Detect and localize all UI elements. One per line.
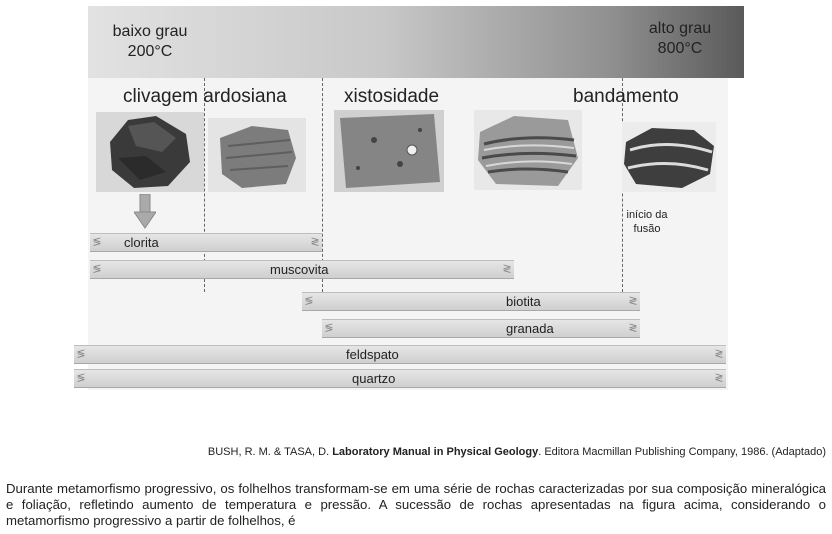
arrow-down-icon: [134, 194, 156, 230]
break-mark-right: ≷: [502, 263, 512, 275]
break-mark-left: ≶: [92, 263, 102, 275]
high-grade-temp: 800°C: [657, 40, 703, 57]
mineral-bar-granada: [322, 319, 640, 338]
stage-clivagem: clivagem ardosiana: [123, 86, 287, 107]
migmatite-photo: [622, 122, 716, 192]
break-mark-left: ≶: [76, 372, 86, 384]
break-mark-right: ≷: [310, 236, 320, 248]
high-grade-label: [630, 19, 730, 59]
mineral-label-feldspato: feldspato: [346, 347, 399, 362]
melt-onset-note: [612, 208, 682, 236]
break-mark-left: ≶: [76, 348, 86, 360]
mineral-bar-muscovita: [90, 260, 514, 279]
melt-onset-line1: início da: [626, 209, 668, 221]
mineral-bar-clorita: [90, 233, 322, 252]
break-mark-right: ≷: [628, 322, 638, 334]
phyllite-photo: [208, 118, 306, 192]
low-grade-text: baixo grau: [112, 23, 188, 40]
mineral-label-quartzo: quartzo: [352, 371, 396, 386]
high-grade-text: alto grau: [648, 20, 712, 37]
mineral-label-clorita: clorita: [124, 235, 159, 250]
mineral-label-muscovita: muscovita: [270, 262, 329, 277]
break-mark-left: ≶: [92, 236, 102, 248]
break-mark-left: ≶: [324, 322, 334, 334]
stage-xistosidade: xistosidade: [344, 86, 440, 107]
gneiss-photo: [474, 110, 582, 190]
citation-authors: BUSH, R. M. & TASA, D.: [207, 446, 330, 458]
mineral-bar-feldspato: [74, 345, 726, 364]
break-mark-right: ≷: [714, 348, 724, 360]
break-mark-left: ≶: [304, 295, 314, 307]
citation-publisher: . Editora Macmillan Publishing Company, 1986. (Adaptado): [538, 446, 826, 458]
low-grade-label: [100, 22, 200, 62]
question-text: Durante metamorfismo progressivo, os folhelhos transformam-se em uma série de rochas caracterizadas por sua composição mineralógica e foliação, refletindo aumento de temperatura e pressão. A sucessão de rochas apresentadas na figura acima, considerando o metamorfismo progressivo a partir de folhelhos, é: [6, 481, 826, 528]
figure-citation: [140, 446, 826, 458]
mineral-bar-quartzo: [74, 369, 726, 388]
slate-photo: [96, 112, 204, 192]
break-mark-right: ≷: [714, 372, 724, 384]
melt-onset-line2: fusão: [633, 223, 661, 235]
stage-bandamento: bandamento: [573, 86, 679, 107]
schist-photo: [334, 110, 444, 192]
break-mark-right: ≷: [628, 295, 638, 307]
mineral-label-biotita: biotita: [506, 294, 541, 309]
mineral-bar-biotita: [302, 292, 640, 311]
low-grade-temp: 200°C: [127, 43, 173, 60]
mineral-label-granada: granada: [506, 321, 554, 336]
citation-title: Laboratory Manual in Physical Geology: [332, 446, 539, 458]
